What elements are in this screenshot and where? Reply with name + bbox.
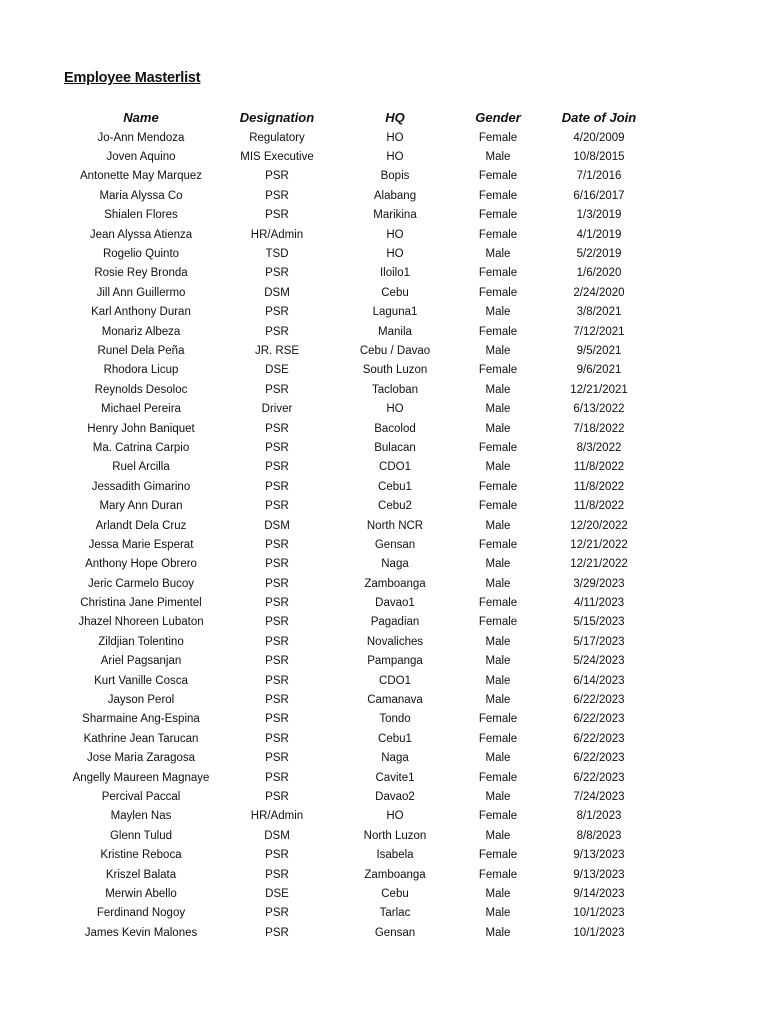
header-hq: HQ: [385, 110, 405, 125]
date-of-join-cell: 5/15/2023: [573, 616, 625, 629]
designation-cell: PSR: [265, 383, 289, 396]
name-cell: Percival Paccal: [101, 790, 181, 803]
table-row: [60, 768, 660, 787]
designation-cell: PSR: [265, 441, 289, 454]
gender-cell: Male: [485, 519, 511, 532]
date-of-join-cell: 6/22/2023: [573, 694, 625, 707]
date-of-join-cell: 6/22/2023: [573, 771, 625, 784]
designation-cell: PSR: [265, 674, 289, 687]
name-cell: Kurt Vanille Cosca: [94, 674, 188, 687]
designation-cell: PSR: [265, 189, 289, 202]
hq-cell: HO: [386, 403, 404, 416]
table-row: [60, 496, 660, 515]
gender-cell: Female: [478, 849, 518, 862]
name-cell: Mary Ann Duran: [99, 500, 183, 513]
header-date-of-join: Date of Join: [561, 110, 637, 125]
name-cell: Jeric Carmelo Bucoy: [87, 577, 195, 590]
name-cell: Ma. Catrina Carpio: [92, 441, 190, 454]
hq-cell: Laguna1: [372, 306, 418, 319]
hq-cell: HO: [386, 228, 404, 241]
gender-cell: Female: [478, 810, 518, 823]
name-cell: Michael Pereira: [101, 403, 181, 416]
name-cell: Ferdinand Nogoy: [96, 907, 186, 920]
hq-cell: HO: [386, 810, 404, 823]
name-cell: Jessa Marie Esperat: [88, 538, 194, 551]
designation-cell: PSR: [265, 868, 289, 881]
gender-cell: Female: [478, 771, 518, 784]
date-of-join-cell: 5/17/2023: [573, 635, 625, 648]
date-of-join-cell: 10/1/2023: [573, 907, 625, 920]
gender-cell: Male: [485, 655, 511, 668]
table-row: [60, 749, 660, 768]
date-of-join-cell: 7/1/2016: [576, 170, 622, 183]
gender-cell: Male: [485, 383, 511, 396]
date-of-join-cell: 6/13/2022: [573, 403, 625, 416]
date-of-join-cell: 11/8/2022: [573, 461, 625, 474]
hq-cell: HO: [386, 248, 404, 261]
designation-cell: PSR: [265, 209, 289, 222]
name-cell: Monariz Albeza: [101, 325, 181, 338]
hq-cell: Tacloban: [371, 383, 419, 396]
hq-cell: South Luzon: [362, 364, 428, 377]
hq-cell: Bulacan: [374, 441, 416, 454]
date-of-join-cell: 1/3/2019: [576, 209, 622, 222]
gender-cell: Female: [478, 713, 518, 726]
hq-cell: Davao1: [375, 597, 415, 610]
designation-cell: PSR: [265, 480, 289, 493]
gender-cell: Female: [478, 170, 518, 183]
date-of-join-cell: 2/24/2020: [573, 286, 625, 299]
gender-cell: Female: [478, 732, 518, 745]
hq-cell: HO: [386, 151, 404, 164]
date-of-join-cell: 8/1/2023: [576, 810, 622, 823]
date-of-join-cell: 4/1/2019: [576, 228, 622, 241]
date-of-join-cell: 11/8/2022: [573, 500, 625, 513]
date-of-join-cell: 6/22/2023: [573, 713, 625, 726]
hq-cell: CDO1: [379, 674, 411, 687]
gender-cell: Female: [478, 364, 518, 377]
date-of-join-cell: 12/21/2021: [570, 383, 628, 396]
name-cell: Rosie Rey Bronda: [94, 267, 188, 280]
employee-table: [60, 107, 660, 942]
table-row: [60, 458, 660, 477]
hq-cell: Cebu: [381, 286, 409, 299]
table-row: [60, 923, 660, 942]
gender-cell: Male: [485, 635, 511, 648]
hq-cell: Naga: [381, 558, 409, 571]
gender-cell: Male: [485, 907, 511, 920]
table-row: [60, 613, 660, 632]
date-of-join-cell: 6/16/2017: [573, 189, 625, 202]
table-row: [60, 865, 660, 884]
designation-cell: DSM: [264, 519, 290, 532]
hq-cell: HO: [386, 131, 404, 144]
designation-cell: PSR: [265, 616, 289, 629]
name-cell: Antonette May Marquez: [79, 170, 203, 183]
hq-cell: North NCR: [366, 519, 424, 532]
table-row: [60, 244, 660, 263]
name-cell: Maria Alyssa Co: [99, 189, 183, 202]
designation-cell: PSR: [265, 306, 289, 319]
name-cell: Jill Ann Guillermo: [96, 286, 186, 299]
date-of-join-cell: 7/12/2021: [573, 325, 625, 338]
hq-cell: Cebu2: [378, 500, 412, 513]
table-row: [60, 264, 660, 283]
date-of-join-cell: 10/1/2023: [573, 926, 625, 939]
hq-cell: Cavite1: [375, 771, 415, 784]
hq-cell: Zamboanga: [364, 868, 426, 881]
name-cell: Rhodora Licup: [103, 364, 179, 377]
date-of-join-cell: 4/20/2009: [573, 131, 625, 144]
designation-cell: PSR: [265, 732, 289, 745]
date-of-join-cell: 6/14/2023: [573, 674, 625, 687]
date-of-join-cell: 3/29/2023: [573, 577, 625, 590]
designation-cell: PSR: [265, 655, 289, 668]
gender-cell: Female: [478, 441, 518, 454]
name-cell: Jean Alyssa Atienza: [89, 228, 193, 241]
name-cell: Shialen Flores: [104, 209, 178, 222]
table-row: [60, 341, 660, 360]
designation-cell: DSM: [264, 829, 290, 842]
designation-cell: TSD: [265, 248, 289, 261]
date-of-join-cell: 9/13/2023: [573, 849, 625, 862]
designation-cell: HR/Admin: [250, 810, 304, 823]
name-cell: Runel Dela Peña: [97, 344, 185, 357]
hq-cell: Isabela: [376, 849, 414, 862]
table-row: [60, 516, 660, 535]
gender-cell: Male: [485, 829, 511, 842]
hq-cell: Novaliches: [366, 635, 424, 648]
designation-cell: Regulatory: [249, 131, 305, 144]
designation-cell: PSR: [265, 538, 289, 551]
hq-cell: Cebu: [381, 887, 409, 900]
table-row: [60, 826, 660, 845]
date-of-join-cell: 7/24/2023: [573, 790, 625, 803]
name-cell: Jo-Ann Mendoza: [97, 131, 185, 144]
table-row: [60, 884, 660, 903]
table-row: [60, 690, 660, 709]
date-of-join-cell: 9/14/2023: [573, 887, 625, 900]
table-row: [60, 710, 660, 729]
date-of-join-cell: 10/8/2015: [573, 151, 625, 164]
table-row: [60, 477, 660, 496]
name-cell: Kathrine Jean Tarucan: [83, 732, 199, 745]
table-row: [60, 283, 660, 302]
hq-cell: Cebu1: [378, 480, 412, 493]
hq-cell: Naga: [381, 752, 409, 765]
table-row: [60, 167, 660, 186]
designation-cell: MIS Executive: [240, 151, 314, 164]
hq-cell: Pampanga: [367, 655, 423, 668]
header-designation: Designation: [239, 110, 315, 125]
table-row: [60, 845, 660, 864]
name-cell: Arlandt Dela Cruz: [95, 519, 187, 532]
gender-cell: Female: [478, 480, 518, 493]
gender-cell: Male: [485, 790, 511, 803]
date-of-join-cell: 6/22/2023: [573, 732, 625, 745]
designation-cell: DSM: [264, 286, 290, 299]
hq-cell: Bacolod: [374, 422, 416, 435]
gender-cell: Female: [478, 228, 518, 241]
date-of-join-cell: 12/20/2022: [570, 519, 628, 532]
gender-cell: Female: [478, 267, 518, 280]
table-row: [60, 399, 660, 418]
header-row: [60, 107, 660, 128]
hq-cell: Camanava: [367, 694, 423, 707]
table-row: [60, 787, 660, 806]
hq-cell: Pagadian: [370, 616, 420, 629]
designation-cell: HR/Admin: [250, 228, 304, 241]
designation-cell: PSR: [265, 752, 289, 765]
header-gender: Gender: [475, 110, 521, 125]
table-row: [60, 555, 660, 574]
name-cell: Angelly Maureen Magnaye: [72, 771, 210, 784]
table-row: [60, 128, 660, 147]
table-row: [60, 419, 660, 438]
gender-cell: Male: [485, 422, 511, 435]
gender-cell: Female: [478, 868, 518, 881]
date-of-join-cell: 1/6/2020: [576, 267, 622, 280]
designation-cell: PSR: [265, 558, 289, 571]
table-row: [60, 904, 660, 923]
document-title: Employee Masterlist: [64, 70, 201, 86]
gender-cell: Male: [485, 403, 511, 416]
gender-cell: Male: [485, 694, 511, 707]
name-cell: Christina Jane Pimentel: [80, 597, 202, 610]
gender-cell: Male: [485, 926, 511, 939]
hq-cell: Davao2: [375, 790, 415, 803]
date-of-join-cell: 4/11/2023: [573, 597, 625, 610]
date-of-join-cell: 9/6/2021: [576, 364, 622, 377]
name-cell: Glenn Tulud: [109, 829, 172, 842]
hq-cell: Gensan: [374, 926, 416, 939]
date-of-join-cell: 9/5/2021: [576, 344, 622, 357]
name-cell: Kriszel Balata: [105, 868, 177, 881]
gender-cell: Male: [485, 461, 511, 474]
name-cell: Jose Maria Zaragosa: [86, 752, 196, 765]
table-row: [60, 574, 660, 593]
designation-cell: DSE: [265, 887, 289, 900]
name-cell: Rogelio Quinto: [102, 248, 180, 261]
gender-cell: Female: [478, 209, 518, 222]
designation-cell: PSR: [265, 926, 289, 939]
gender-cell: Female: [478, 500, 518, 513]
name-cell: Ariel Pagsanjan: [100, 655, 182, 668]
date-of-join-cell: 7/18/2022: [573, 422, 625, 435]
hq-cell: Bopis: [380, 170, 410, 183]
table-row: [60, 535, 660, 554]
date-of-join-cell: 3/8/2021: [576, 306, 622, 319]
table-row: [60, 671, 660, 690]
gender-cell: Female: [478, 131, 518, 144]
table-row: [60, 380, 660, 399]
table-row: [60, 632, 660, 651]
date-of-join-cell: 5/2/2019: [576, 248, 622, 261]
table-row: [60, 147, 660, 166]
designation-cell: DSE: [265, 364, 289, 377]
table-row: [60, 729, 660, 748]
designation-cell: Driver: [261, 403, 293, 416]
table-row: [60, 652, 660, 671]
designation-cell: PSR: [265, 635, 289, 648]
table-row: [60, 322, 660, 341]
designation-cell: PSR: [265, 907, 289, 920]
designation-cell: PSR: [265, 694, 289, 707]
name-cell: Reynolds Desoloc: [94, 383, 188, 396]
date-of-join-cell: 11/8/2022: [573, 480, 625, 493]
hq-cell: Gensan: [374, 538, 416, 551]
table-row: [60, 186, 660, 205]
name-cell: Kristine Reboca: [100, 849, 182, 862]
date-of-join-cell: 12/21/2022: [570, 558, 628, 571]
gender-cell: Male: [485, 248, 511, 261]
name-cell: Joven Aquino: [106, 151, 176, 164]
gender-cell: Female: [478, 538, 518, 551]
date-of-join-cell: 5/24/2023: [573, 655, 625, 668]
designation-cell: PSR: [265, 849, 289, 862]
table-body: [60, 128, 660, 942]
designation-cell: PSR: [265, 267, 289, 280]
hq-cell: Manila: [378, 325, 412, 338]
hq-cell: Marikina: [373, 209, 417, 222]
name-cell: Jessadith Gimarino: [91, 480, 191, 493]
table-row: [60, 438, 660, 457]
designation-cell: PSR: [265, 577, 289, 590]
name-cell: Merwin Abello: [105, 887, 177, 900]
gender-cell: Male: [485, 887, 511, 900]
designation-cell: PSR: [265, 771, 289, 784]
gender-cell: Female: [478, 616, 518, 629]
name-cell: Maylen Nas: [110, 810, 172, 823]
gender-cell: Female: [478, 325, 518, 338]
designation-cell: PSR: [265, 790, 289, 803]
name-cell: James Kevin Malones: [84, 926, 198, 939]
name-cell: Jayson Perol: [107, 694, 175, 707]
hq-cell: CDO1: [379, 461, 411, 474]
gender-cell: Male: [485, 306, 511, 319]
hq-cell: Alabang: [373, 189, 417, 202]
designation-cell: PSR: [265, 461, 289, 474]
name-cell: Sharmaine Ang-Espina: [82, 713, 200, 726]
gender-cell: Male: [485, 752, 511, 765]
date-of-join-cell: 9/13/2023: [573, 868, 625, 881]
gender-cell: Male: [485, 558, 511, 571]
name-cell: Anthony Hope Obrero: [85, 558, 197, 571]
date-of-join-cell: 12/21/2022: [570, 538, 628, 551]
table-row: [60, 593, 660, 612]
name-cell: Zildjian Tolentino: [98, 635, 184, 648]
date-of-join-cell: 8/8/2023: [576, 829, 622, 842]
table-row: [60, 303, 660, 322]
hq-cell: Cebu1: [378, 732, 412, 745]
table-row: [60, 225, 660, 244]
hq-cell: Cebu / Davao: [359, 344, 431, 357]
name-cell: Jhazel Nhoreen Lubaton: [78, 616, 204, 629]
name-cell: Ruel Arcilla: [112, 461, 170, 474]
gender-cell: Female: [478, 286, 518, 299]
hq-cell: Zamboanga: [364, 577, 426, 590]
gender-cell: Male: [485, 151, 511, 164]
table-row: [60, 206, 660, 225]
designation-cell: PSR: [265, 422, 289, 435]
date-of-join-cell: 6/22/2023: [573, 752, 625, 765]
table-row: [60, 361, 660, 380]
name-cell: Karl Anthony Duran: [91, 306, 191, 319]
gender-cell: Female: [478, 189, 518, 202]
date-of-join-cell: 8/3/2022: [576, 441, 622, 454]
header-name: Name: [123, 110, 159, 125]
name-cell: Henry John Baniquet: [87, 422, 195, 435]
gender-cell: Male: [485, 577, 511, 590]
hq-cell: North Luzon: [363, 829, 427, 842]
table-row: [60, 807, 660, 826]
gender-cell: Male: [485, 344, 511, 357]
gender-cell: Female: [478, 597, 518, 610]
gender-cell: Male: [485, 674, 511, 687]
hq-cell: Iloilo1: [379, 267, 411, 280]
designation-cell: PSR: [265, 500, 289, 513]
designation-cell: PSR: [265, 170, 289, 183]
designation-cell: JR. RSE: [254, 344, 300, 357]
hq-cell: Tondo: [379, 713, 411, 726]
designation-cell: PSR: [265, 597, 289, 610]
hq-cell: Tarlac: [379, 907, 411, 920]
designation-cell: PSR: [265, 713, 289, 726]
designation-cell: PSR: [265, 325, 289, 338]
